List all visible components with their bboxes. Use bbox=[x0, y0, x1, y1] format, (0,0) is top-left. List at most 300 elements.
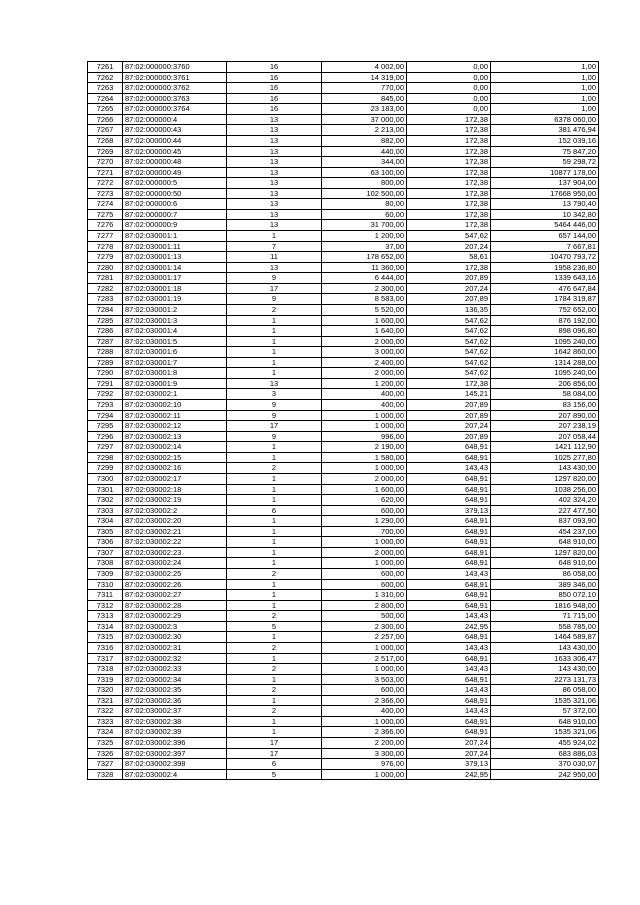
category-code-cell: 13 bbox=[227, 199, 322, 210]
cadastral-number-cell: 87:02:000000:5 bbox=[123, 178, 227, 189]
cadastral-number-cell: 87:02:030002:15 bbox=[123, 452, 227, 463]
cadastral-number-cell: 87:02:030001:18 bbox=[123, 283, 227, 294]
cadastral-number-cell: 87:02:030002:29 bbox=[123, 611, 227, 622]
table-row bbox=[88, 642, 599, 653]
category-code-cell: 1 bbox=[227, 473, 322, 484]
cadastral-number-cell: 87:02:000000:3764 bbox=[123, 104, 227, 115]
row-number-cell: 7281 bbox=[88, 273, 123, 284]
category-code-cell: 1 bbox=[227, 632, 322, 643]
cadastral-number-cell: 87:02:000000:44 bbox=[123, 135, 227, 146]
rate-cell: 143,43 bbox=[407, 642, 491, 653]
row-number-cell: 7326 bbox=[88, 748, 123, 759]
row-number-cell: 7300 bbox=[88, 473, 123, 484]
area-cell: 1 000,00 bbox=[322, 716, 407, 727]
category-code-cell: 13 bbox=[227, 146, 322, 157]
rate-cell: 143,43 bbox=[407, 685, 491, 696]
row-number-cell: 7280 bbox=[88, 262, 123, 273]
cadastral-number-cell: 87:02:030001:7 bbox=[123, 357, 227, 368]
row-number-cell: 7297 bbox=[88, 442, 123, 453]
row-number-cell: 7271 bbox=[88, 167, 123, 178]
table-row bbox=[88, 685, 599, 696]
rate-cell: 207,89 bbox=[407, 400, 491, 411]
row-number-cell: 7298 bbox=[88, 452, 123, 463]
rate-cell: 207,24 bbox=[407, 241, 491, 252]
cadastral-number-cell: 87:02:030002:22 bbox=[123, 537, 227, 548]
category-code-cell: 13 bbox=[227, 378, 322, 389]
table-row bbox=[88, 759, 599, 770]
cadastral-number-cell: 87:02:030002:33 bbox=[123, 664, 227, 675]
rate-cell: 172,38 bbox=[407, 167, 491, 178]
cadastral-number-cell: 87:02:030002:28 bbox=[123, 600, 227, 611]
value-cell: 242 950,00 bbox=[491, 769, 599, 780]
rate-cell: 143,43 bbox=[407, 463, 491, 474]
category-code-cell: 1 bbox=[227, 442, 322, 453]
value-cell: 1421 112,90 bbox=[491, 442, 599, 453]
cadastral-number-cell: 87:02:000000:3763 bbox=[123, 93, 227, 104]
row-number-cell: 7321 bbox=[88, 695, 123, 706]
area-cell: 80,00 bbox=[322, 199, 407, 210]
row-number-cell: 7318 bbox=[88, 664, 123, 675]
area-cell: 882,00 bbox=[322, 135, 407, 146]
table-row bbox=[88, 569, 599, 580]
area-cell: 2 400,00 bbox=[322, 357, 407, 368]
table-row bbox=[88, 452, 599, 463]
row-number-cell: 7290 bbox=[88, 368, 123, 379]
row-number-cell: 7273 bbox=[88, 188, 123, 199]
table-row bbox=[88, 104, 599, 115]
table-row bbox=[88, 62, 599, 73]
cadastral-number-cell: 87:02:030002:12 bbox=[123, 421, 227, 432]
row-number-cell: 7268 bbox=[88, 135, 123, 146]
area-cell: 178 652,00 bbox=[322, 252, 407, 263]
category-code-cell: 5 bbox=[227, 769, 322, 780]
cadastral-number-cell: 87:02:030002:21 bbox=[123, 526, 227, 537]
row-number-cell: 7282 bbox=[88, 283, 123, 294]
category-code-cell: 1 bbox=[227, 357, 322, 368]
row-number-cell: 7299 bbox=[88, 463, 123, 474]
table-row bbox=[88, 516, 599, 527]
cadastral-number-cell: 87:02:030002:397 bbox=[123, 748, 227, 759]
table-row bbox=[88, 716, 599, 727]
row-number-cell: 7288 bbox=[88, 347, 123, 358]
row-number-cell: 7323 bbox=[88, 716, 123, 727]
category-code-cell: 1 bbox=[227, 516, 322, 527]
rate-cell: 172,38 bbox=[407, 178, 491, 189]
category-code-cell: 6 bbox=[227, 759, 322, 770]
rate-cell: 172,38 bbox=[407, 188, 491, 199]
row-number-cell: 7309 bbox=[88, 569, 123, 580]
category-code-cell: 9 bbox=[227, 400, 322, 411]
row-number-cell: 7262 bbox=[88, 72, 123, 83]
area-cell: 60,00 bbox=[322, 209, 407, 220]
area-cell: 2 000,00 bbox=[322, 547, 407, 558]
table-row bbox=[88, 653, 599, 664]
value-cell: 5464 446,00 bbox=[491, 220, 599, 231]
row-number-cell: 7275 bbox=[88, 209, 123, 220]
row-number-cell: 7302 bbox=[88, 495, 123, 506]
table-row bbox=[88, 188, 599, 199]
rate-cell: 172,38 bbox=[407, 146, 491, 157]
row-number-cell: 7315 bbox=[88, 632, 123, 643]
table-row bbox=[88, 421, 599, 432]
category-code-cell: 1 bbox=[227, 716, 322, 727]
area-cell: 620,00 bbox=[322, 495, 407, 506]
value-cell: 648 910,00 bbox=[491, 558, 599, 569]
area-cell: 2 000,00 bbox=[322, 336, 407, 347]
table-row bbox=[88, 442, 599, 453]
rate-cell: 648,91 bbox=[407, 526, 491, 537]
value-cell: 1535 321,06 bbox=[491, 727, 599, 738]
table-row bbox=[88, 600, 599, 611]
category-code-cell: 1 bbox=[227, 600, 322, 611]
rate-cell: 172,38 bbox=[407, 125, 491, 136]
rate-cell: 172,38 bbox=[407, 220, 491, 231]
value-cell: 1,00 bbox=[491, 72, 599, 83]
category-code-cell: 9 bbox=[227, 273, 322, 284]
row-number-cell: 7295 bbox=[88, 421, 123, 432]
table-row bbox=[88, 769, 599, 780]
area-cell: 600,00 bbox=[322, 569, 407, 580]
area-cell: 31 700,00 bbox=[322, 220, 407, 231]
row-number-cell: 7264 bbox=[88, 93, 123, 104]
area-cell: 5 520,00 bbox=[322, 304, 407, 315]
area-cell: 2 200,00 bbox=[322, 738, 407, 749]
table-row bbox=[88, 146, 599, 157]
table-row bbox=[88, 125, 599, 136]
cadastral-number-cell: 87:02:030002:14 bbox=[123, 442, 227, 453]
cadastral-number-cell: 87:02:030001:5 bbox=[123, 336, 227, 347]
cadastral-number-cell: 87:02:000000:4 bbox=[123, 114, 227, 125]
category-code-cell: 16 bbox=[227, 72, 322, 83]
rate-cell: 172,38 bbox=[407, 157, 491, 168]
rate-cell: 136,35 bbox=[407, 304, 491, 315]
value-cell: 657 144,00 bbox=[491, 231, 599, 242]
rate-cell: 648,91 bbox=[407, 674, 491, 685]
table-row bbox=[88, 199, 599, 210]
area-cell: 344,00 bbox=[322, 157, 407, 168]
category-code-cell: 2 bbox=[227, 569, 322, 580]
area-cell: 2 190,00 bbox=[322, 442, 407, 453]
table-row bbox=[88, 114, 599, 125]
table-row bbox=[88, 262, 599, 273]
table-row bbox=[88, 484, 599, 495]
area-cell: 600,00 bbox=[322, 685, 407, 696]
value-cell: 1095 240,00 bbox=[491, 368, 599, 379]
cadastral-number-cell: 87:02:030002:35 bbox=[123, 685, 227, 696]
area-cell: 2 366,00 bbox=[322, 727, 407, 738]
cadastral-number-cell: 87:02:030002:34 bbox=[123, 674, 227, 685]
area-cell: 1 200,00 bbox=[322, 231, 407, 242]
value-cell: 1314 288,00 bbox=[491, 357, 599, 368]
table-row bbox=[88, 463, 599, 474]
value-cell: 1633 306,47 bbox=[491, 653, 599, 664]
table-row bbox=[88, 231, 599, 242]
value-cell: 207 058,44 bbox=[491, 431, 599, 442]
rate-cell: 648,91 bbox=[407, 516, 491, 527]
cadastral-number-cell: 87:02:030001:9 bbox=[123, 378, 227, 389]
row-number-cell: 7272 bbox=[88, 178, 123, 189]
cadastral-number-cell: 87:02:030002:26 bbox=[123, 579, 227, 590]
value-cell: 143 430,00 bbox=[491, 463, 599, 474]
table-row bbox=[88, 632, 599, 643]
row-number-cell: 7320 bbox=[88, 685, 123, 696]
area-cell: 1 600,00 bbox=[322, 315, 407, 326]
category-code-cell: 1 bbox=[227, 558, 322, 569]
row-number-cell: 7304 bbox=[88, 516, 123, 527]
category-code-cell: 1 bbox=[227, 326, 322, 337]
rate-cell: 0,00 bbox=[407, 72, 491, 83]
value-cell: 389 346,00 bbox=[491, 579, 599, 590]
area-cell: 1 600,00 bbox=[322, 484, 407, 495]
rate-cell: 648,91 bbox=[407, 537, 491, 548]
row-number-cell: 7274 bbox=[88, 199, 123, 210]
category-code-cell: 13 bbox=[227, 167, 322, 178]
category-code-cell: 1 bbox=[227, 653, 322, 664]
row-number-cell: 7310 bbox=[88, 579, 123, 590]
category-code-cell: 3 bbox=[227, 389, 322, 400]
area-cell: 2 300,00 bbox=[322, 283, 407, 294]
rate-cell: 648,91 bbox=[407, 727, 491, 738]
cadastral-number-cell: 87:02:030002:27 bbox=[123, 590, 227, 601]
value-cell: 402 324,20 bbox=[491, 495, 599, 506]
value-cell: 227 477,50 bbox=[491, 505, 599, 516]
row-number-cell: 7312 bbox=[88, 600, 123, 611]
area-cell: 600,00 bbox=[322, 505, 407, 516]
rate-cell: 648,91 bbox=[407, 442, 491, 453]
category-code-cell: 16 bbox=[227, 62, 322, 73]
category-code-cell: 17 bbox=[227, 421, 322, 432]
area-cell: 1 000,00 bbox=[322, 642, 407, 653]
rate-cell: 0,00 bbox=[407, 93, 491, 104]
table-row bbox=[88, 431, 599, 442]
value-cell: 17668 950,00 bbox=[491, 188, 599, 199]
value-cell: 1038 256,00 bbox=[491, 484, 599, 495]
row-number-cell: 7311 bbox=[88, 590, 123, 601]
rate-cell: 547,62 bbox=[407, 368, 491, 379]
cadastral-number-cell: 87:02:030001:17 bbox=[123, 273, 227, 284]
category-code-cell: 1 bbox=[227, 526, 322, 537]
row-number-cell: 7325 bbox=[88, 738, 123, 749]
category-code-cell: 1 bbox=[227, 368, 322, 379]
category-code-cell: 1 bbox=[227, 231, 322, 242]
cadastral-number-cell: 87:02:030002:31 bbox=[123, 642, 227, 653]
table-row bbox=[88, 273, 599, 284]
row-number-cell: 7327 bbox=[88, 759, 123, 770]
value-cell: 1958 236,80 bbox=[491, 262, 599, 273]
value-cell: 1297 820,00 bbox=[491, 547, 599, 558]
category-code-cell: 9 bbox=[227, 294, 322, 305]
row-number-cell: 7279 bbox=[88, 252, 123, 263]
rate-cell: 547,62 bbox=[407, 315, 491, 326]
cadastral-number-cell: 87:02:030001:1 bbox=[123, 231, 227, 242]
area-cell: 37,00 bbox=[322, 241, 407, 252]
area-cell: 6 444,00 bbox=[322, 273, 407, 284]
cadastral-number-cell: 87:02:030002:32 bbox=[123, 653, 227, 664]
value-cell: 7 667,81 bbox=[491, 241, 599, 252]
area-cell: 3 503,00 bbox=[322, 674, 407, 685]
area-cell: 1 290,00 bbox=[322, 516, 407, 527]
cadastral-number-cell: 87:02:030002:23 bbox=[123, 547, 227, 558]
row-number-cell: 7296 bbox=[88, 431, 123, 442]
row-number-cell: 7265 bbox=[88, 104, 123, 115]
row-number-cell: 7270 bbox=[88, 157, 123, 168]
row-number-cell: 7283 bbox=[88, 294, 123, 305]
category-code-cell: 2 bbox=[227, 664, 322, 675]
value-cell: 13 790,40 bbox=[491, 199, 599, 210]
category-code-cell: 16 bbox=[227, 83, 322, 94]
table-row bbox=[88, 357, 599, 368]
category-code-cell: 1 bbox=[227, 695, 322, 706]
cadastral-number-cell: 87:02:030001:19 bbox=[123, 294, 227, 305]
category-code-cell: 17 bbox=[227, 748, 322, 759]
value-cell: 1642 860,00 bbox=[491, 347, 599, 358]
category-code-cell: 2 bbox=[227, 685, 322, 696]
category-code-cell: 9 bbox=[227, 410, 322, 421]
row-number-cell: 7263 bbox=[88, 83, 123, 94]
value-cell: 137 904,00 bbox=[491, 178, 599, 189]
row-number-cell: 7308 bbox=[88, 558, 123, 569]
rate-cell: 143,43 bbox=[407, 569, 491, 580]
value-cell: 1095 240,00 bbox=[491, 336, 599, 347]
rate-cell: 648,91 bbox=[407, 600, 491, 611]
table-row bbox=[88, 283, 599, 294]
cadastral-number-cell: 87:02:030002:36 bbox=[123, 695, 227, 706]
cadastral-number-cell: 87:02:000000:3761 bbox=[123, 72, 227, 83]
row-number-cell: 7267 bbox=[88, 125, 123, 136]
value-cell: 850 072,10 bbox=[491, 590, 599, 601]
cadastral-number-cell: 87:02:000000:48 bbox=[123, 157, 227, 168]
area-cell: 770,00 bbox=[322, 83, 407, 94]
value-cell: 370 030,07 bbox=[491, 759, 599, 770]
area-cell: 3 000,00 bbox=[322, 347, 407, 358]
cadastral-number-cell: 87:02:030002:38 bbox=[123, 716, 227, 727]
area-cell: 440,00 bbox=[322, 146, 407, 157]
row-number-cell: 7286 bbox=[88, 326, 123, 337]
area-cell: 600,00 bbox=[322, 579, 407, 590]
category-code-cell: 13 bbox=[227, 135, 322, 146]
cadastral-number-cell: 87:02:000000:49 bbox=[123, 167, 227, 178]
table-row bbox=[88, 378, 599, 389]
area-cell: 845,00 bbox=[322, 93, 407, 104]
table-row bbox=[88, 611, 599, 622]
value-cell: 58 084,00 bbox=[491, 389, 599, 400]
table-body bbox=[88, 62, 599, 780]
row-number-cell: 7266 bbox=[88, 114, 123, 125]
value-cell: 86 058,00 bbox=[491, 685, 599, 696]
value-cell: 648 910,00 bbox=[491, 716, 599, 727]
area-cell: 37 000,00 bbox=[322, 114, 407, 125]
value-cell: 57 372,00 bbox=[491, 706, 599, 717]
area-cell: 500,00 bbox=[322, 611, 407, 622]
rate-cell: 143,43 bbox=[407, 664, 491, 675]
category-code-cell: 1 bbox=[227, 452, 322, 463]
rate-cell: 547,62 bbox=[407, 231, 491, 242]
rate-cell: 0,00 bbox=[407, 104, 491, 115]
cadastral-number-cell: 87:02:030002:19 bbox=[123, 495, 227, 506]
value-cell: 876 192,00 bbox=[491, 315, 599, 326]
cadastral-number-cell: 87:02:000000:45 bbox=[123, 146, 227, 157]
value-cell: 381 476,94 bbox=[491, 125, 599, 136]
value-cell: 10470 793,72 bbox=[491, 252, 599, 263]
area-cell: 2 517,00 bbox=[322, 653, 407, 664]
category-code-cell: 6 bbox=[227, 505, 322, 516]
rate-cell: 172,38 bbox=[407, 378, 491, 389]
table-row bbox=[88, 590, 599, 601]
value-cell: 683 886,03 bbox=[491, 748, 599, 759]
category-code-cell: 13 bbox=[227, 262, 322, 273]
area-cell: 1 000,00 bbox=[322, 463, 407, 474]
table-row bbox=[88, 748, 599, 759]
rate-cell: 648,91 bbox=[407, 547, 491, 558]
row-number-cell: 7285 bbox=[88, 315, 123, 326]
area-cell: 1 000,00 bbox=[322, 421, 407, 432]
table-row bbox=[88, 135, 599, 146]
rate-cell: 547,62 bbox=[407, 336, 491, 347]
area-cell: 23 183,00 bbox=[322, 104, 407, 115]
category-code-cell: 17 bbox=[227, 738, 322, 749]
value-cell: 206 856,00 bbox=[491, 378, 599, 389]
area-cell: 2 366,00 bbox=[322, 695, 407, 706]
rate-cell: 145,21 bbox=[407, 389, 491, 400]
value-cell: 837 093,90 bbox=[491, 516, 599, 527]
cadastral-number-cell: 87:02:030002:10 bbox=[123, 400, 227, 411]
category-code-cell: 2 bbox=[227, 611, 322, 622]
category-code-cell: 1 bbox=[227, 674, 322, 685]
cadastral-number-cell: 87:02:030002:24 bbox=[123, 558, 227, 569]
row-number-cell: 7306 bbox=[88, 537, 123, 548]
area-cell: 1 000,00 bbox=[322, 769, 407, 780]
table-row bbox=[88, 473, 599, 484]
category-code-cell: 1 bbox=[227, 315, 322, 326]
table-row bbox=[88, 537, 599, 548]
row-number-cell: 7305 bbox=[88, 526, 123, 537]
table-row bbox=[88, 315, 599, 326]
row-number-cell: 7292 bbox=[88, 389, 123, 400]
area-cell: 2 213,00 bbox=[322, 125, 407, 136]
rate-cell: 172,38 bbox=[407, 114, 491, 125]
rate-cell: 58,61 bbox=[407, 252, 491, 263]
table-row bbox=[88, 294, 599, 305]
value-cell: 752 652,00 bbox=[491, 304, 599, 315]
area-cell: 2 000,00 bbox=[322, 473, 407, 484]
category-code-cell: 5 bbox=[227, 621, 322, 632]
category-code-cell: 13 bbox=[227, 114, 322, 125]
value-cell: 1535 321,06 bbox=[491, 695, 599, 706]
rate-cell: 648,91 bbox=[407, 558, 491, 569]
cadastral-number-cell: 87:02:030002:11 bbox=[123, 410, 227, 421]
category-code-cell: 13 bbox=[227, 188, 322, 199]
cadastral-number-cell: 87:02:000000:6 bbox=[123, 199, 227, 210]
category-code-cell: 7 bbox=[227, 241, 322, 252]
rate-cell: 207,24 bbox=[407, 421, 491, 432]
cadastral-number-cell: 87:02:030002:39 bbox=[123, 727, 227, 738]
value-cell: 558 785,00 bbox=[491, 621, 599, 632]
row-number-cell: 7301 bbox=[88, 484, 123, 495]
area-cell: 1 640,00 bbox=[322, 326, 407, 337]
rate-cell: 648,91 bbox=[407, 495, 491, 506]
cadastral-number-cell: 87:02:030001:4 bbox=[123, 326, 227, 337]
table-row bbox=[88, 495, 599, 506]
cadastral-value-table bbox=[87, 61, 599, 780]
cadastral-number-cell: 87:02:030001:13 bbox=[123, 252, 227, 263]
rate-cell: 242,95 bbox=[407, 769, 491, 780]
area-cell: 400,00 bbox=[322, 706, 407, 717]
table-row bbox=[88, 695, 599, 706]
rate-cell: 648,91 bbox=[407, 484, 491, 495]
row-number-cell: 7276 bbox=[88, 220, 123, 231]
category-code-cell: 13 bbox=[227, 220, 322, 231]
cadastral-number-cell: 87:02:030001:8 bbox=[123, 368, 227, 379]
